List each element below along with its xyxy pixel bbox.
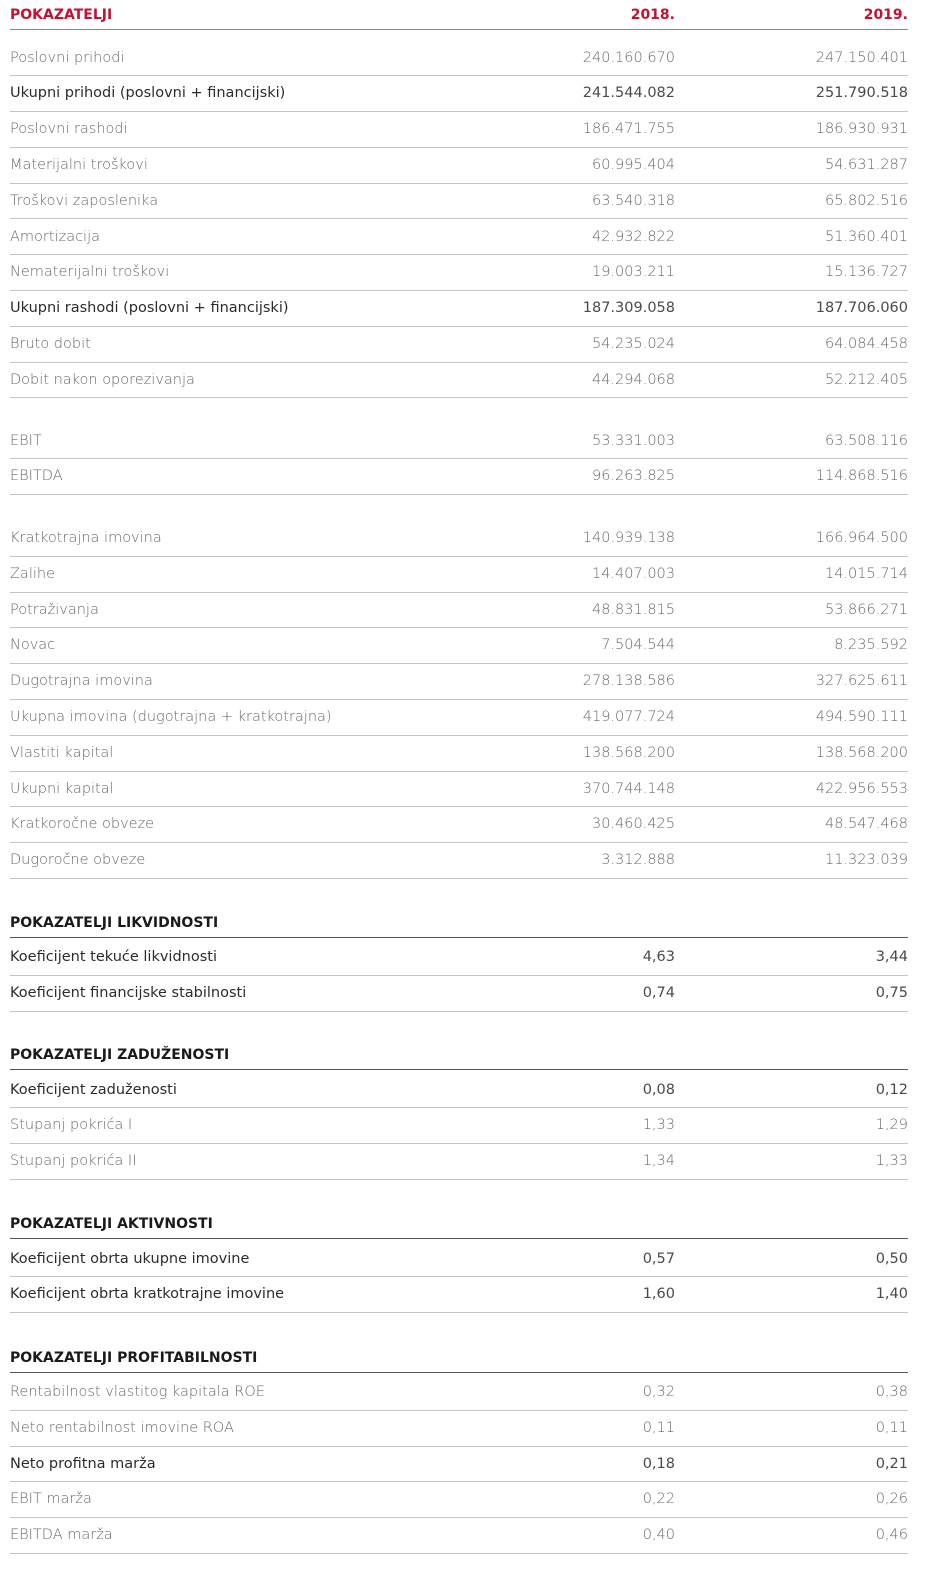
section-header-pokazatelji-likvidnosti [10, 908, 908, 938]
value-2019: 0,75 [875, 984, 908, 1001]
value-2019: 14.015.714 [824, 565, 908, 582]
value-2019: 65.802.516 [824, 192, 908, 209]
table-row-koeficijent-obrta-kratkotrajne-imovine [10, 1277, 908, 1313]
value-2018: 0,40 [642, 1527, 675, 1544]
table-row-ukupni-rashodi-poslovni-financijski [10, 291, 908, 327]
section-header-pokazatelji-profitabilnosti [10, 1343, 908, 1373]
row-label: Kratkoročne obveze [10, 816, 155, 833]
value-2019: 247.150.401 [815, 49, 908, 66]
value-2019: 8.235.592 [834, 637, 908, 654]
value-2018: 140.939.138 [582, 530, 675, 546]
value-2018: 187.309.058 [582, 300, 675, 317]
value-2018: 42.932.822 [591, 228, 675, 245]
value-2019: 422.956.553 [815, 780, 908, 797]
value-2018: 0,22 [642, 1491, 675, 1508]
row-label: EBITDA [10, 468, 63, 485]
value-2019: 251.790.518 [815, 85, 908, 102]
table-row-neto-rentabilnost-imovine-roa [10, 1411, 908, 1447]
value-2018: 54.235.024 [591, 335, 675, 352]
value-2019: 186.930.931 [815, 121, 908, 138]
table-row-ebitda-marza [10, 1518, 908, 1554]
section-title: POKAZATELJI PROFITABILNOSTI [10, 1350, 258, 1366]
value-2018: 53.331.003 [591, 432, 675, 449]
row-label: EBIT [10, 432, 42, 449]
table-row-kratkorocne-obveze [10, 807, 908, 843]
value-2019: 64.084.458 [824, 335, 908, 352]
row-label: Amortizacija [10, 228, 101, 245]
value-2018: 1,33 [642, 1117, 675, 1134]
header-label: POKAZATELJI [10, 7, 113, 23]
table-row-nematerijalni-troskovi [10, 255, 908, 291]
table-row-novac [10, 628, 908, 664]
value-2019: 1,40 [875, 1286, 908, 1303]
value-2019: 1,33 [875, 1153, 908, 1170]
value-2018: 278.138.586 [582, 673, 675, 690]
row-label: Vlastiti kapital [10, 744, 114, 761]
value-2019: 0,46 [875, 1527, 908, 1544]
value-2018: 3.312.888 [601, 852, 675, 869]
value-2019: 52.212.405 [824, 371, 908, 388]
table-row-poslovni-rashodi [10, 112, 908, 148]
row-label: Novac [10, 637, 56, 654]
value-2018: 96.263.825 [591, 468, 675, 485]
row-label: Ukupna imovina (dugotrajna + kratkotrajna) [10, 709, 332, 725]
value-2018: 48.831.815 [591, 601, 675, 618]
value-2019: 11.323.039 [824, 852, 908, 869]
section-title: POKAZATELJI ZADUŽENOSTI [10, 1047, 230, 1063]
value-2018: 370.744.148 [582, 780, 675, 797]
value-2019: 0,38 [875, 1384, 908, 1400]
value-2019: 187.706.060 [815, 300, 908, 317]
row-label: Poslovni prihodi [10, 49, 125, 66]
value-2018: 138.568.200 [582, 744, 675, 761]
table-row-ebit [10, 424, 908, 460]
value-2019: 0,21 [875, 1455, 908, 1472]
value-2018: 0,08 [642, 1081, 675, 1098]
table-row-stupanj-pokrica-i [10, 1108, 908, 1144]
row-label: Kratkotrajna imovina [10, 530, 162, 546]
value-2018: 0,74 [642, 984, 675, 1001]
table-row-kratkotrajna-imovina [10, 521, 908, 557]
row-label: Neto rentabilnost imovine ROA [10, 1419, 234, 1436]
value-2018: 1,34 [642, 1153, 675, 1170]
section-header-pokazatelji-aktivnosti [10, 1209, 908, 1239]
row-label: Materijalni troškovi [10, 156, 148, 173]
value-2018: 186.471.755 [582, 121, 675, 138]
value-2018: 0,18 [642, 1455, 675, 1472]
table-row-potrazivanja [10, 593, 908, 629]
row-label: Koeficijent obrta ukupne imovine [10, 1250, 250, 1267]
value-2019: 114.868.516 [815, 468, 908, 485]
row-label: Rentabilnost vlastitog kapitala ROE [10, 1384, 265, 1400]
table-row-vlastiti-kapital [10, 736, 908, 772]
row-label: Koeficijent financijske stabilnosti [10, 984, 247, 1001]
value-2019: 0,26 [875, 1491, 908, 1508]
table-row-dugorocne-obveze [10, 843, 908, 879]
row-label: Stupanj pokrića II [10, 1153, 137, 1170]
table-row-koeficijent-zaduzenosti [10, 1073, 908, 1109]
value-2019: 494.590.111 [815, 709, 908, 725]
table-row-poslovni-prihodi [10, 41, 908, 77]
value-2018: 30.460.425 [591, 816, 675, 833]
row-label: Koeficijent zaduženosti [10, 1081, 177, 1098]
table-row-rentabilnost-vlastitog-kapitala-roe [10, 1375, 908, 1411]
table-row-koeficijent-tekuce-likvidnosti [10, 940, 908, 976]
value-2018: 63.540.318 [591, 192, 675, 209]
table-row-koeficijent-financijske-stabilnosti [10, 976, 908, 1012]
row-label: Koeficijent obrta kratkotrajne imovine [10, 1286, 285, 1303]
table-row-materijalni-troskovi [10, 148, 908, 184]
section-header-pokazatelji-zaduzenosti [10, 1040, 908, 1070]
table-row-amortizacija [10, 220, 908, 256]
value-2018: 60.995.404 [591, 156, 675, 173]
row-label: Ukupni prihodi (poslovni + financijski) [10, 85, 286, 102]
value-2019: 0,50 [875, 1250, 908, 1267]
value-2019: 63.508.116 [824, 432, 908, 449]
table-row-ukupni-kapital [10, 772, 908, 808]
table-row-stupanj-pokrica-ii [10, 1144, 908, 1180]
row-label: Potraživanja [10, 601, 99, 618]
value-2018: 4,63 [642, 949, 675, 965]
value-2019: 327.625.611 [815, 673, 908, 690]
row-label: Zalihe [10, 565, 55, 582]
row-label: Poslovni rashodi [10, 121, 128, 138]
table-row-dobit-nakon-oporezivanja [10, 363, 908, 399]
value-2018: 240.160.670 [582, 49, 675, 66]
row-label: Dugotrajna imovina [10, 673, 153, 690]
value-2018: 19.003.211 [591, 264, 675, 281]
value-2019: 53.866.271 [824, 601, 908, 618]
row-label: Nematerijalni troškovi [10, 264, 170, 281]
value-2018: 1,60 [642, 1286, 675, 1303]
table-row-dugotrajna-imovina [10, 664, 908, 700]
row-label: Neto profitna marža [10, 1455, 156, 1472]
header-year-2018: 2018. [630, 7, 675, 23]
value-2019: 1,29 [875, 1117, 908, 1134]
value-2019: 138.568.200 [815, 744, 908, 761]
table-row-ebitda [10, 459, 908, 495]
value-2018: 0,11 [642, 1419, 675, 1436]
table-row-koeficijent-obrta-ukupne-imovine [10, 1242, 908, 1278]
row-label: Dugoročne obveze [10, 852, 146, 869]
row-label: EBITDA marža [10, 1527, 113, 1544]
row-label: Stupanj pokrića I [10, 1117, 133, 1134]
table-row-zalihe [10, 557, 908, 593]
value-2018: 419.077.724 [582, 709, 675, 725]
table-row-ukupna-imovina-dugotrajna-kratkotrajna [10, 700, 908, 736]
table-row-bruto-dobit [10, 327, 908, 363]
table-row-ebit-marza [10, 1482, 908, 1518]
table-header [10, 0, 908, 30]
row-label: EBIT marža [10, 1491, 92, 1508]
value-2019: 15.136.727 [824, 264, 908, 281]
row-label: Ukupni kapital [10, 780, 114, 797]
section-title: POKAZATELJI LIKVIDNOSTI [10, 915, 219, 931]
row-label: Koeficijent tekuće likvidnosti [10, 949, 217, 965]
table-row-ukupni-prihodi-poslovni-financijski [10, 76, 908, 112]
table-row-troskovi-zaposlenika [10, 184, 908, 220]
header-year-2019: 2019. [863, 7, 908, 23]
value-2019: 3,44 [875, 949, 908, 965]
value-2019: 0,11 [875, 1419, 908, 1436]
row-label: Dobit nakon oporezivanja [10, 371, 195, 388]
row-label: Bruto dobit [10, 335, 91, 352]
value-2019: 54.631.287 [824, 156, 908, 173]
value-2019: 0,12 [875, 1081, 908, 1098]
value-2019: 51.360.401 [824, 228, 908, 245]
value-2018: 44.294.068 [591, 371, 675, 388]
table-row-neto-profitna-marza [10, 1447, 908, 1483]
value-2018: 7.504.544 [601, 637, 675, 654]
value-2018: 14.407.003 [591, 565, 675, 582]
value-2018: 241.544.082 [582, 85, 675, 102]
row-label: Ukupni rashodi (poslovni + financijski) [10, 300, 289, 317]
value-2018: 0,32 [642, 1384, 675, 1400]
value-2018: 0,57 [642, 1250, 675, 1267]
row-label: Troškovi zaposlenika [10, 192, 159, 209]
value-2019: 166.964.500 [815, 530, 908, 546]
value-2019: 48.547.468 [824, 816, 908, 833]
section-title: POKAZATELJI AKTIVNOSTI [10, 1216, 213, 1232]
